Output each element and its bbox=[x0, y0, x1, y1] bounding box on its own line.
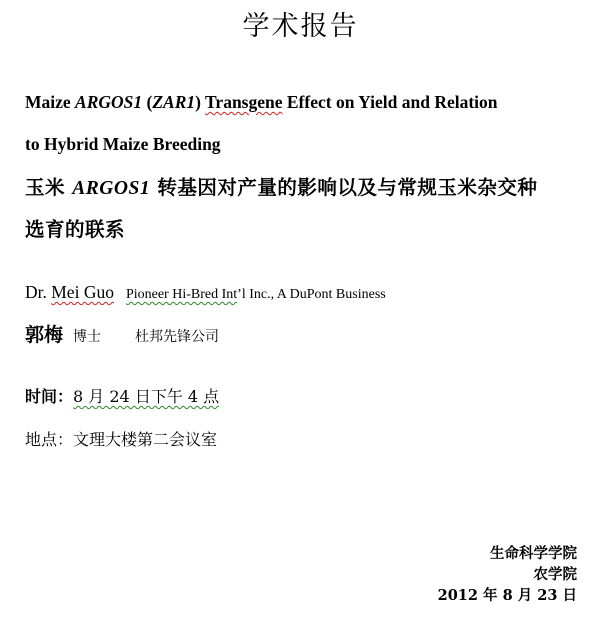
chinese-title-line-1 bbox=[25, 172, 537, 200]
affiliation-company: Pioneer Hi-Bred Int bbox=[125, 287, 238, 302]
signature-org-2: 农学院 bbox=[533, 566, 577, 583]
speaker-affiliation bbox=[126, 287, 386, 302]
speaker-company-zh: 杜邦先锋公司 bbox=[135, 329, 220, 345]
speaker-name-zh: 郭梅 bbox=[25, 324, 64, 346]
place-line bbox=[25, 427, 217, 450]
chinese-title-prefix: 玉米 bbox=[25, 176, 73, 199]
speaker-prefix: Dr. bbox=[25, 282, 52, 302]
chinese-title-line-2: 选育的联系 bbox=[25, 218, 126, 241]
transgene-word: Transgene bbox=[205, 92, 283, 112]
time-line bbox=[25, 384, 219, 407]
signature-org-1: 生命科学学院 bbox=[490, 545, 577, 562]
affiliation-rest: ’l Inc., A DuPont Business bbox=[237, 287, 386, 302]
page-title: 学术报告 bbox=[242, 11, 359, 42]
chinese-title-gene: ARGOS1 bbox=[72, 178, 151, 199]
speaker-name: Mei Guo bbox=[51, 282, 114, 302]
english-title-prefix: Maize bbox=[25, 92, 76, 112]
gene-name-alt: ZAR1 bbox=[152, 92, 196, 112]
time-value: 8 月 24 日下午 4 点 bbox=[73, 387, 220, 406]
speaker-title-zh: 博士 bbox=[73, 329, 102, 345]
english-title-line-1 bbox=[25, 92, 498, 113]
speaker-english bbox=[25, 282, 386, 303]
paren-open: ( bbox=[142, 92, 153, 112]
signature-date: 2012 年 8 月 23 日 bbox=[437, 587, 577, 604]
chinese-title-suffix: 转基因对产量的影响以及与常规玉米杂交种 bbox=[150, 176, 538, 199]
paren-close: ) bbox=[195, 92, 206, 112]
gene-name: ARGOS1 bbox=[75, 92, 143, 112]
place-value: 文理大楼第二会议室 bbox=[73, 430, 218, 449]
english-title-suffix: Effect on Yield and Relation bbox=[282, 92, 498, 112]
english-title-line-2: to Hybrid Maize Breeding bbox=[25, 134, 221, 154]
time-label: 时间： bbox=[25, 387, 74, 406]
place-label: 地点： bbox=[25, 430, 74, 449]
speaker-chinese bbox=[25, 320, 219, 347]
